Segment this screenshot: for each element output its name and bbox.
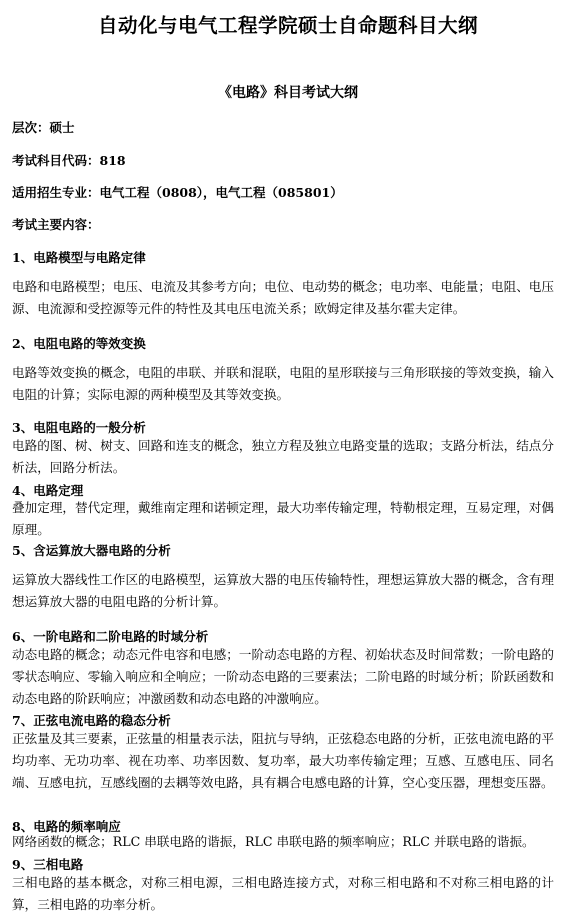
main-content-heading: 考试主要内容：: [12, 217, 100, 232]
section-2-body: 电路等效变换的概念，电阻的串联、并联和混联，电阻的星形联接与三角形联接的等效变换，输入电阻的计算；实际电源的两种模型及其等效变换。: [12, 365, 554, 402]
applicable-majors-line: 适用招生专业：电气工程（0808），电气工程（085801）: [12, 185, 343, 200]
section-4-body: 叠加定理，替代定理，戴维南定理和诺顿定理，最大功率传输定理，特勒根定理，互易定理，对偶原理。: [12, 500, 554, 537]
section-6-body: 动态电路的概念；动态元件电容和电感；一阶动态电路的方程、初始状态及时间常数；一阶电路的零状态响应、零输入响应和全响应；一阶动态电路的三要素法；二阶电路的时域分析；阶跃函数和动态电路的阶跃响应；冲激函数和动态电路的冲激响应。: [12, 647, 554, 706]
section-9-heading: 9、三相电路: [12, 857, 84, 872]
section-8-heading: 8、电路的频率响应: [12, 819, 121, 834]
section-7-body: 正弦量及其三要素，正弦量的相量表示法，阻抗与导纳，正弦稳态电路的分析，正弦电流电路的平均功率、无功功率、视在功率、功率因数、复功率，最大功率传输定理；互感、互感电压、同名端、互感电抗，互感线圈的去耦等效电路，具有耦合电感电路的计算，空心变压器，理想变压器。: [12, 731, 554, 790]
section-2-heading: 2、电阻电路的等效变换: [12, 336, 146, 351]
section-3-body: 电路的图、树、树支、回路和连支的概念，独立方程及独立电路变量的选取；支路分析法，结点分析法，回路分析法。: [12, 438, 554, 475]
section-5-heading: 5、含运算放大器电路的分析: [12, 543, 171, 558]
syllabus-title: 《电路》科目考试大纲: [218, 85, 358, 101]
subject-code-line: 考试科目代码：818: [12, 153, 126, 168]
section-7-heading: 7、正弦电流电路的稳态分析: [12, 713, 171, 728]
section-8-body: 网络函数的概念；RLC 串联电路的谐振，RLC 串联电路的频率响应；RLC 并联电路的谐振。: [12, 834, 535, 849]
level-line: 层次：硕士: [12, 120, 75, 135]
section-4-heading: 4、电路定理: [12, 483, 84, 498]
section-6-heading: 6、一阶电路和二阶电路的时域分析: [12, 629, 209, 644]
section-1-heading: 1、电路模型与电路定律: [12, 250, 146, 265]
document-title: 自动化与电气工程学院硕士自命题科目大纲: [97, 14, 478, 37]
section-3-heading: 3、电阻电路的一般分析: [12, 420, 146, 435]
section-1-body: 电路和电路模型；电压、电流及其参考方向；电位、电动势的概念；电功率、电能量；电阻、电压源、电流源和受控源等元件的特性及其电压电流关系；欧姆定律及基尔霍夫定律。: [12, 279, 554, 316]
section-5-body: 运算放大器线性工作区的电路模型，运算放大器的电压传输特性，理想运算放大器的概念，含有理想运算放大器的电阻电路的分析计算。: [12, 572, 554, 609]
section-9-body: 三相电路的基本概念，对称三相电源，三相电路连接方式，对称三相电路和不对称三相电路的计算，三相电路的功率分析。: [12, 875, 554, 912]
